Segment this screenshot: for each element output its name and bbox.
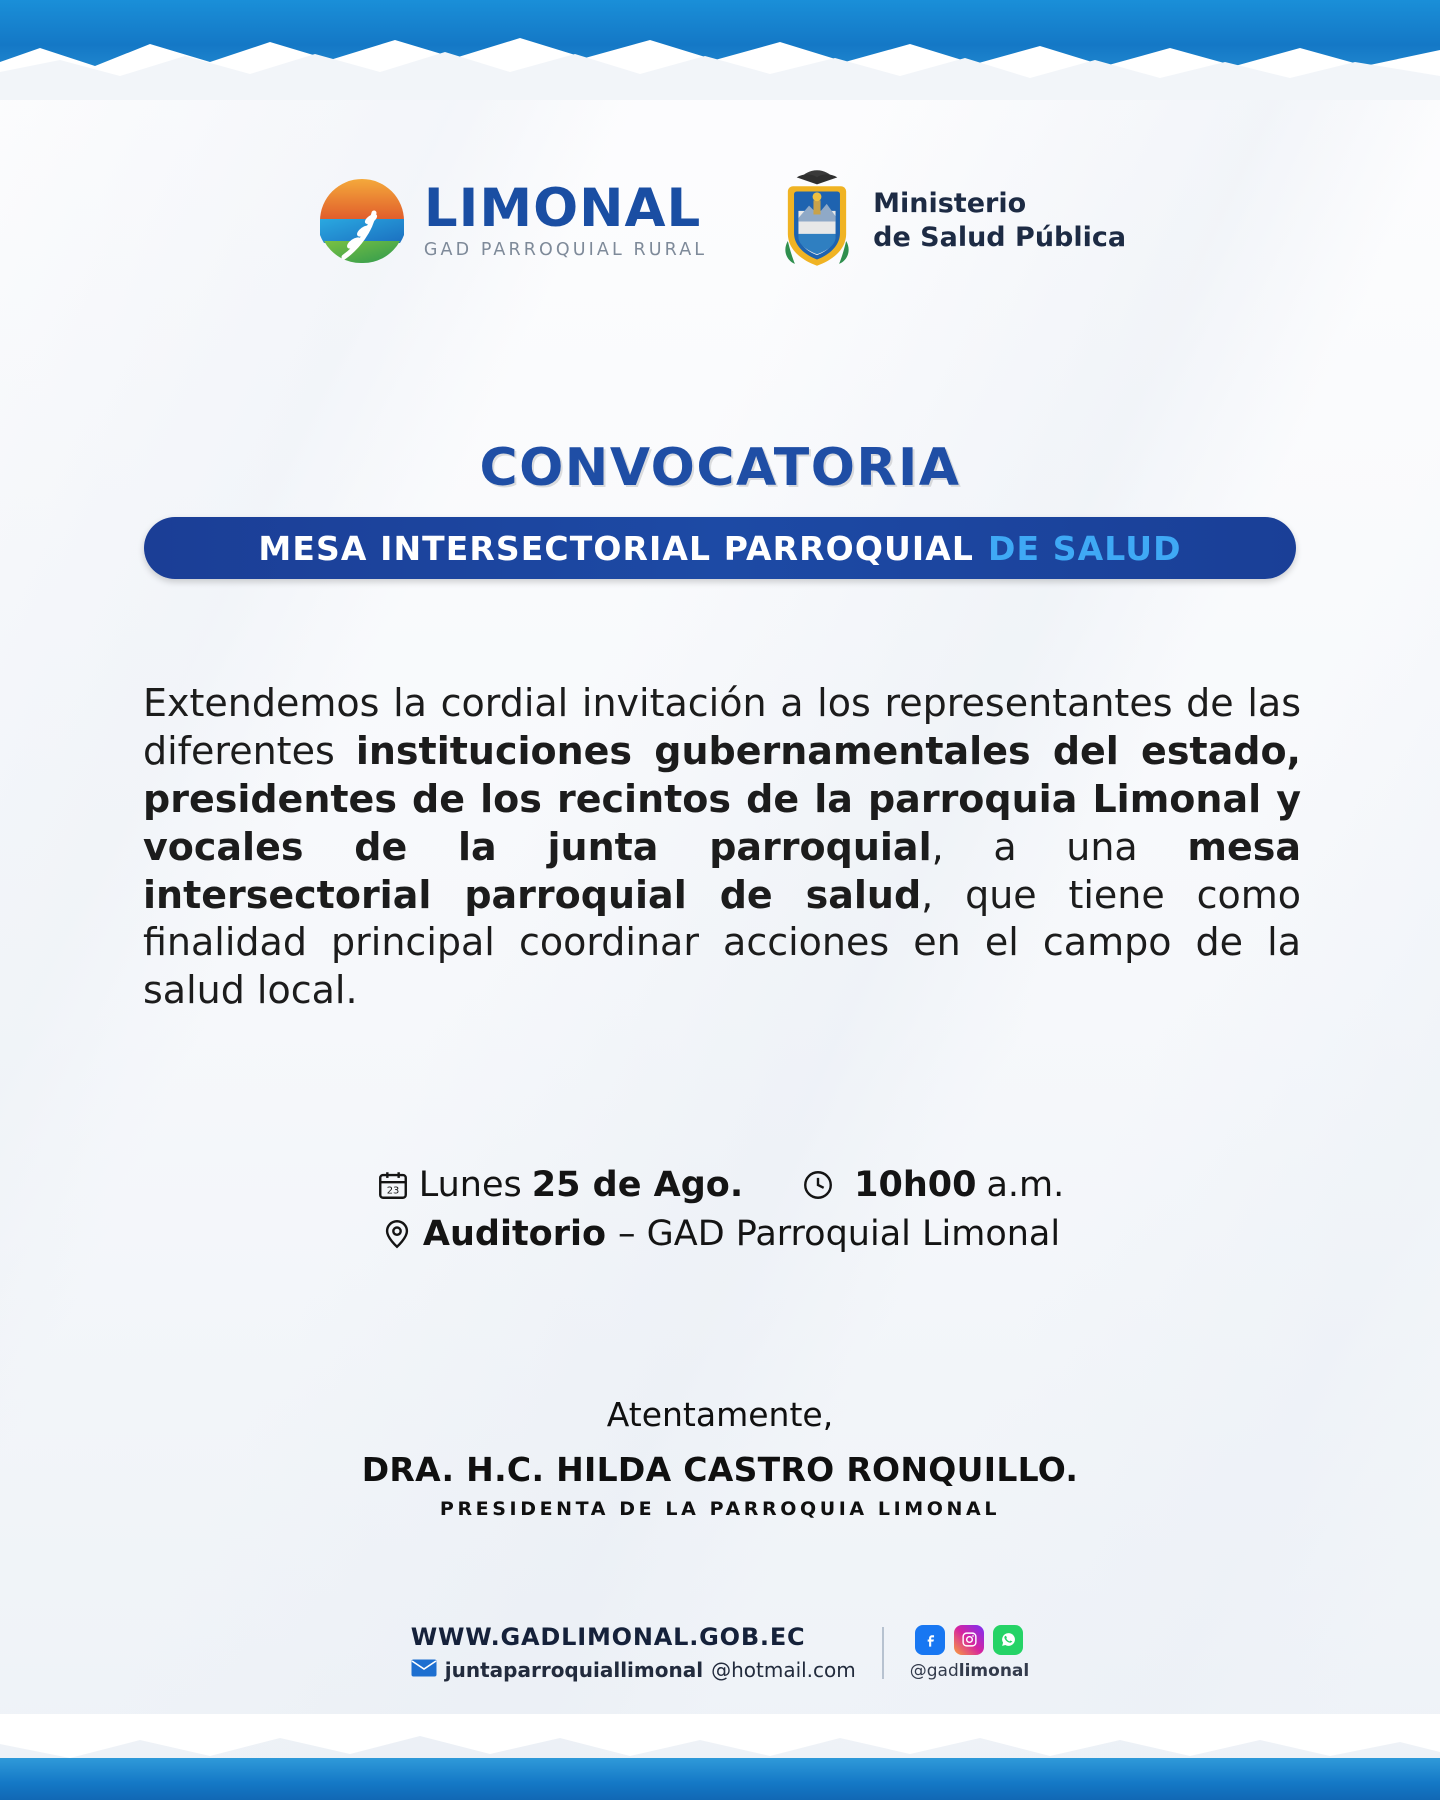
time-value: 10h00: [854, 1165, 977, 1205]
social-row: [915, 1625, 1023, 1655]
email-domain: @hotmail.com: [711, 1658, 856, 1682]
email-line[interactable]: [411, 1658, 856, 1682]
signature-name: DRA. H.C. HILDA CASTRO RONQUILLO.: [361, 1450, 1079, 1489]
detail-place: [380, 1214, 1060, 1254]
clock-icon: [801, 1168, 835, 1202]
limonal-tagline: GAD PARROQUIAL RURAL: [423, 239, 708, 260]
limonal-emblem-icon: [314, 173, 410, 269]
ecuador-coat-of-arms-icon: [777, 165, 857, 276]
bottom-blue-band: [0, 1758, 1440, 1800]
place-detail: – GAD Parroquial Limonal: [618, 1214, 1061, 1254]
date-prefix: Lunes: [418, 1165, 522, 1205]
website-link[interactable]: WWW.GADLIMONAL.GOB.EC: [410, 1623, 806, 1651]
event-details: [0, 1165, 1440, 1254]
facebook-icon[interactable]: [915, 1625, 945, 1655]
signature-block: [0, 1395, 1440, 1520]
subtitle-banner: [144, 517, 1296, 579]
detail-date-time: [376, 1165, 1065, 1205]
ministry-line-1: Ministerio: [873, 188, 1027, 220]
logo-row: [0, 165, 1440, 276]
social-handle: [910, 1661, 1029, 1681]
calendar-icon: [376, 1168, 410, 1202]
time-suffix: a.m.: [986, 1165, 1065, 1205]
footer-divider: [882, 1627, 884, 1679]
subtitle-main: MESA INTERSECTORIAL PARROQUIAL: [258, 528, 975, 568]
email-user: juntaparroquiallimonal: [444, 1658, 704, 1682]
whatsapp-icon[interactable]: [993, 1625, 1023, 1655]
envelope-icon: [411, 1658, 437, 1682]
ministry-line-2: de Salud Pública: [873, 221, 1127, 253]
svg-text:23: 23: [386, 1185, 400, 1197]
headline-block: [0, 438, 1440, 579]
location-pin-icon: [380, 1217, 414, 1251]
page-title: CONVOCATORIA: [479, 438, 961, 498]
signature-role: PRESIDENTA DE LA PARROQUIA LIMONAL: [439, 1498, 1001, 1520]
handle-name: limonal: [958, 1660, 1030, 1681]
footer: [0, 1623, 1440, 1682]
invitation-paragraph: Extendemos la cordial invitación a los representantes de las diferentes instituciones gubernamentales del estado, presidentes de los recintos de la parroquia Limonal y vocales de la junta parroquial, a una mesa intersectorial parroquial de salud, que tiene como finalidad principal coordinar acciones en el campo de la salud local.: [143, 681, 1302, 1013]
instagram-icon[interactable]: [954, 1625, 984, 1655]
handle-prefix: @gad: [909, 1660, 959, 1681]
date-value: 25 de Ago.: [531, 1165, 744, 1205]
top-torn-paper-edge: [0, 28, 1440, 100]
ministry-name: [873, 187, 1126, 254]
ministry-logo: [777, 165, 1126, 276]
limonal-logo: [314, 173, 707, 269]
place-name: Auditorio: [422, 1214, 607, 1254]
footer-contact: [411, 1623, 856, 1682]
subtitle-accent: DE SALUD: [988, 528, 1182, 568]
footer-social: [910, 1625, 1029, 1681]
limonal-wordmark: LIMONAL: [423, 177, 702, 239]
signature-greeting: Atentamente,: [606, 1395, 834, 1434]
